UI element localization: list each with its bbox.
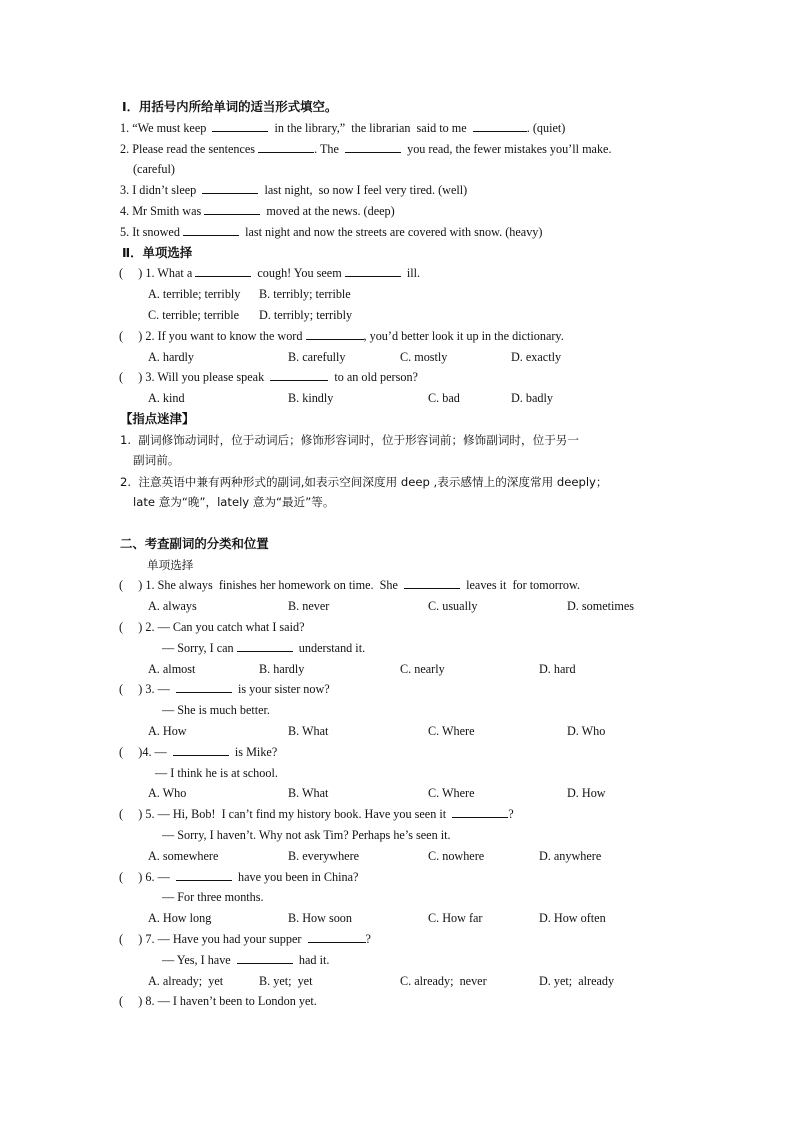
answer-blank[interactable] — [176, 869, 232, 881]
item-text: in the library,” the librarian said to me — [274, 121, 467, 135]
answer-paren[interactable]: ( ) — [119, 994, 143, 1008]
mc2-question-7-reply — [162, 952, 329, 968]
answer-blank[interactable] — [308, 931, 366, 943]
question-text: 1. What a — [145, 266, 193, 280]
item-text: 1. “We must keep — [120, 121, 207, 135]
option-a[interactable]: A. always — [148, 599, 197, 613]
item-text: 2. Please read the sentences — [120, 142, 256, 156]
answer-blank[interactable] — [258, 141, 314, 153]
mc2-question-7 — [119, 931, 371, 947]
option-c[interactable]: C. nowhere — [428, 849, 485, 863]
question-text: leaves it for tomorrow. — [466, 578, 581, 592]
answer-blank[interactable] — [452, 806, 508, 818]
item-text: you read, the fewer mistakes you’ll make. — [407, 142, 612, 156]
option-b[interactable]: B. yet; yet — [259, 974, 313, 988]
mc-question-3 — [119, 369, 418, 385]
option-d[interactable]: D. anywhere — [539, 849, 602, 863]
option-c[interactable]: C. Where — [428, 724, 475, 738]
question-text: ? — [508, 807, 514, 821]
question-text: ? — [365, 932, 371, 946]
mc2-question-6-reply: — For three months. — [162, 890, 264, 904]
option-b[interactable]: B. everywhere — [288, 849, 360, 863]
mc2-question-6 — [119, 869, 358, 885]
mc2-question-8 — [119, 993, 317, 1009]
tip-2-cont: late 意为“晚”，lately 意为“最近”等。 — [133, 495, 335, 509]
item-text: 3. I didn’t sleep — [120, 183, 197, 197]
option-a[interactable]: A. hardly — [148, 350, 195, 364]
mc2-question-5 — [119, 806, 514, 822]
section-1-title: Ⅰ．用括号内所给单词的适当形式填空。 — [122, 99, 338, 114]
answer-paren[interactable]: ( ) — [119, 745, 143, 759]
answer-blank[interactable] — [306, 328, 364, 340]
option-d[interactable]: D. terribly; terribly — [259, 308, 353, 322]
tip-1-cont: 副词前。 — [133, 453, 180, 467]
question-text: cough! You seem — [257, 266, 342, 280]
question-text: 7. — Have you had your supper — [145, 932, 302, 946]
mc-question-2 — [119, 328, 564, 344]
option-c[interactable]: C. usually — [428, 599, 478, 613]
answer-paren[interactable]: ( ) — [119, 620, 143, 634]
answer-blank[interactable] — [473, 120, 527, 132]
option-b[interactable]: B. What — [288, 724, 329, 738]
question-text: 6. — — [145, 870, 170, 884]
answer-paren[interactable]: ( ) — [119, 578, 143, 592]
option-a[interactable]: A. terrible; terribly — [148, 287, 241, 301]
question-text: is your sister now? — [237, 682, 330, 696]
mc2-question-3 — [119, 681, 330, 697]
option-a[interactable]: A. Who — [148, 786, 187, 800]
question-text: 2. If you want to know the word — [145, 329, 303, 343]
tips-title: 【指点迷津】 — [120, 411, 195, 426]
mc2-question-2 — [119, 619, 304, 635]
tip-2: 2. 注意英语中兼有两种形式的副词,如表示空间深度用 deep ,表示感情上的深度常用 deeply； — [120, 475, 608, 489]
answer-paren[interactable]: ( ) — [119, 329, 143, 343]
answer-blank[interactable] — [345, 141, 401, 153]
option-d[interactable]: D. exactly — [511, 350, 562, 364]
option-d[interactable]: D. sometimes — [567, 599, 635, 613]
option-a[interactable]: A. already; yet — [148, 974, 224, 988]
question-text: 5. — Hi, Bob! I can’t find my history book. Have you seen it — [145, 807, 447, 821]
option-c[interactable]: C. How far — [428, 911, 483, 925]
question-text: 3. — — [145, 682, 170, 696]
answer-blank[interactable] — [237, 640, 293, 652]
question-text: — Sorry, I can — [162, 641, 234, 655]
option-a[interactable]: A. somewhere — [148, 849, 219, 863]
option-d[interactable]: D. Who — [567, 724, 606, 738]
question-text: 4. — — [142, 745, 167, 759]
question-text: 2. — Can you catch what I said? — [145, 620, 305, 634]
answer-blank[interactable] — [183, 224, 239, 236]
option-b[interactable]: B. terribly; terrible — [259, 287, 351, 301]
question-text: — Yes, I have — [162, 953, 231, 967]
fill-item-2 — [120, 141, 612, 157]
answer-blank[interactable] — [237, 952, 293, 964]
answer-paren[interactable]: ( ) — [119, 870, 143, 884]
item-text: last night and now the streets are covered with snow. (heavy) — [245, 225, 543, 239]
answer-paren[interactable]: ( ) — [119, 807, 143, 821]
option-a[interactable]: A. almost — [148, 662, 196, 676]
question-text: have you been in China? — [237, 870, 359, 884]
question-text: ill. — [406, 266, 421, 280]
mc2-question-5-reply: — Sorry, I haven’t. Why not ask Tim? Perhaps he’s seen it. — [162, 828, 451, 842]
fill-item-3 — [120, 182, 467, 198]
answer-blank[interactable] — [202, 182, 258, 194]
answer-blank[interactable] — [204, 203, 260, 215]
question-text: 8. — I haven’t been to London yet. — [145, 994, 317, 1008]
section-3-subtitle: 单项选择 — [147, 558, 194, 572]
question-text: had it. — [298, 953, 330, 967]
fill-item-1 — [120, 120, 565, 136]
option-d[interactable]: D. badly — [511, 391, 553, 405]
option-d[interactable]: D. hard — [539, 662, 576, 676]
option-d[interactable]: D. How — [567, 786, 606, 800]
answer-blank[interactable] — [173, 744, 229, 756]
answer-blank[interactable] — [212, 120, 268, 132]
answer-blank[interactable] — [404, 577, 460, 589]
option-c[interactable]: C. bad — [428, 391, 460, 405]
option-c[interactable]: C. mostly — [400, 350, 448, 364]
option-d[interactable]: D. yet; already — [539, 974, 615, 988]
item-text: moved at the news. (deep) — [266, 204, 395, 218]
item-text: . The — [314, 142, 339, 156]
question-text: 3. Will you please speak — [145, 370, 265, 384]
question-text: is Mike? — [234, 745, 278, 759]
section-2-title: Ⅱ．单项选择 — [122, 245, 193, 260]
tip-1: 1. 副词修饰动词时，位于动词后；修饰形容词时，位于形容词前；修饰副词时，位于另一 — [120, 433, 579, 447]
item-text: 4. Mr Smith was — [120, 204, 202, 218]
mc2-question-1 — [119, 577, 580, 593]
item-text: last night, so now I feel very tired. (well) — [264, 183, 468, 197]
option-c[interactable]: C. already; never — [400, 974, 487, 988]
answer-paren[interactable]: ( ) — [119, 370, 143, 384]
mc2-question-3-reply: — She is much better. — [162, 703, 270, 717]
item-text: 5. It snowed — [120, 225, 180, 239]
fill-item-5 — [120, 224, 542, 240]
mc2-question-4-reply: — I think he is at school. — [155, 766, 278, 780]
question-text: , you’d better look it up in the dictionary. — [363, 329, 564, 343]
mc2-question-2-reply — [162, 640, 365, 656]
option-b[interactable]: B. never — [288, 599, 330, 613]
option-b[interactable]: B. kindly — [288, 391, 334, 405]
answer-paren[interactable]: ( ) — [119, 932, 143, 946]
item-text: . (quiet) — [526, 121, 566, 135]
option-b[interactable]: B. What — [288, 786, 329, 800]
mc2-question-4 — [119, 744, 277, 760]
answer-blank[interactable] — [270, 369, 328, 381]
answer-blank[interactable] — [345, 265, 401, 277]
answer-paren[interactable]: ( ) — [119, 266, 143, 280]
option-c[interactable]: C. nearly — [400, 662, 445, 676]
fill-item-4 — [120, 203, 395, 219]
option-d[interactable]: D. How often — [539, 911, 606, 925]
question-text: 1. She always finishes her homework on time. She — [145, 578, 398, 592]
option-a[interactable]: A. kind — [148, 391, 185, 405]
question-text: understand it. — [298, 641, 366, 655]
option-c[interactable]: C. terrible; terrible — [148, 308, 240, 322]
section-3-title: 二、考查副词的分类和位置 — [120, 536, 269, 551]
answer-blank[interactable] — [176, 681, 232, 693]
answer-paren[interactable]: ( ) — [119, 682, 143, 696]
fill-item-2-cont: (careful) — [133, 162, 175, 176]
question-text: to an old person? — [334, 370, 418, 384]
option-b[interactable]: B. hardly — [259, 662, 305, 676]
mc-question-1 — [119, 265, 420, 281]
answer-blank[interactable] — [195, 265, 251, 277]
option-b[interactable]: B. carefully — [288, 350, 346, 364]
option-c[interactable]: C. Where — [428, 786, 475, 800]
option-b[interactable]: B. How soon — [288, 911, 352, 925]
option-a[interactable]: A. How — [148, 724, 187, 738]
option-a[interactable]: A. How long — [148, 911, 212, 925]
